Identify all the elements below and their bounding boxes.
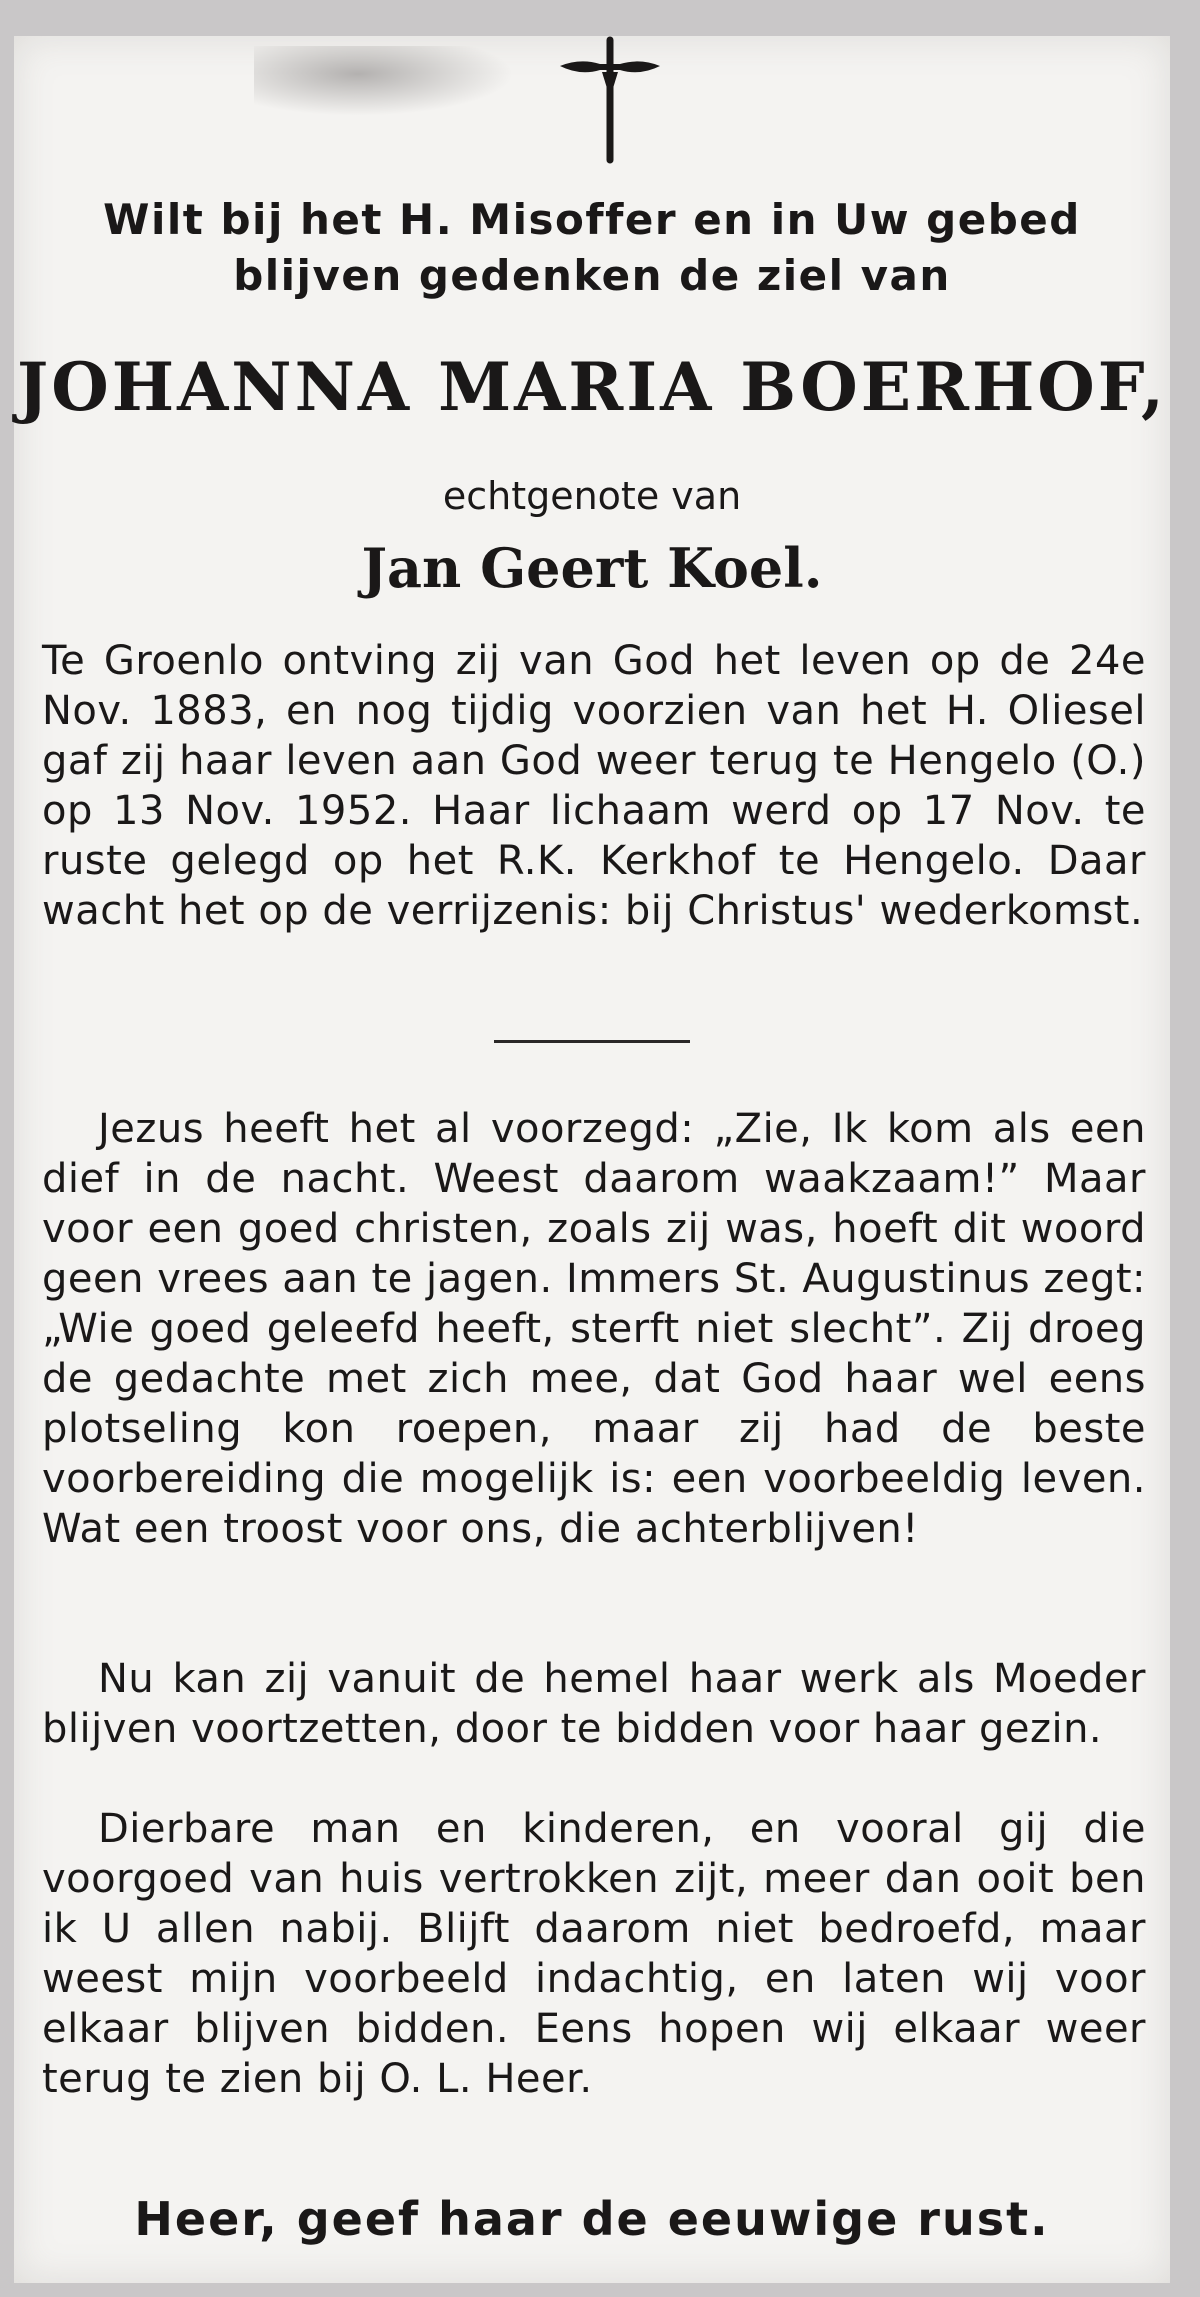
invocation-line-2: blijven gedenken de ziel van bbox=[233, 251, 951, 300]
meditation-paragraph-3: Dierbare man en kinderen, en vooral gij die voorgoed van huis vertrokken zijt, meer dan ooit ben ik U allen nabij. Blijft daarom niet bedroefd, maar weest mijn voorbeeld indachtig, en laten wij voor elkaar blijven bidden. Eens hopen wij elkaar weer terug te zien bij O. L. Heer. bbox=[42, 1806, 1146, 2102]
invocation bbox=[14, 192, 1170, 304]
spouse-label: echtgenote van bbox=[442, 474, 742, 518]
ink-smudge bbox=[254, 46, 514, 116]
spouse-name: Jan Geert Koel. bbox=[361, 536, 823, 600]
meditation-paragraph-1: Jezus heeft het al voorzegd: „Zie, Ik kom als een dief in de nacht. Weest daarom waakzaam!” Maar voor een goed christen, zoals zij was, hoeft dit woord geen vrees aan te jagen. Immers St. Augustinus zegt: „Wie goed geleefd heeft, sterft niet slecht”. Zij droeg de gedachte met zich mee, dat God haar wel eens plotseling kon roepen, maar zij had de beste voorbereiding die mogelijk is: een voorbeeldig leven. Wat een troost voor ons, die achterblijven! bbox=[42, 1106, 1146, 1552]
deceased-name: JOHANNA MARIA BOERHOF, bbox=[16, 348, 1167, 426]
closing-prayer: Heer, geef haar de eeuwige rust. bbox=[134, 2192, 1050, 2246]
meditation-paragraph-2: Nu kan zij vanuit de hemel haar werk als Moeder blijven voortzetten, door te bidden voor haar gezin. bbox=[42, 1656, 1146, 1752]
biography: Te Groenlo ontving zij van God het leven op de 24e Nov. 1883, en nog tijdig voorzien van het H. Oliesel gaf zij haar leven aan God weer terug te Hengelo (O.) op 13 Nov. 1952. Haar lichaam werd op 17 Nov. te ruste gelegd op het R.K. Kerkhof te Hengelo. Daar wacht het op de verrijzenis: bij Christus' wederkomst. bbox=[42, 638, 1146, 934]
memorial-card bbox=[14, 36, 1170, 2283]
invocation-line-1: Wilt bij het H. Misoffer en in Uw gebed bbox=[103, 195, 1081, 244]
divider bbox=[494, 1040, 690, 1043]
cross-icon bbox=[550, 36, 670, 166]
